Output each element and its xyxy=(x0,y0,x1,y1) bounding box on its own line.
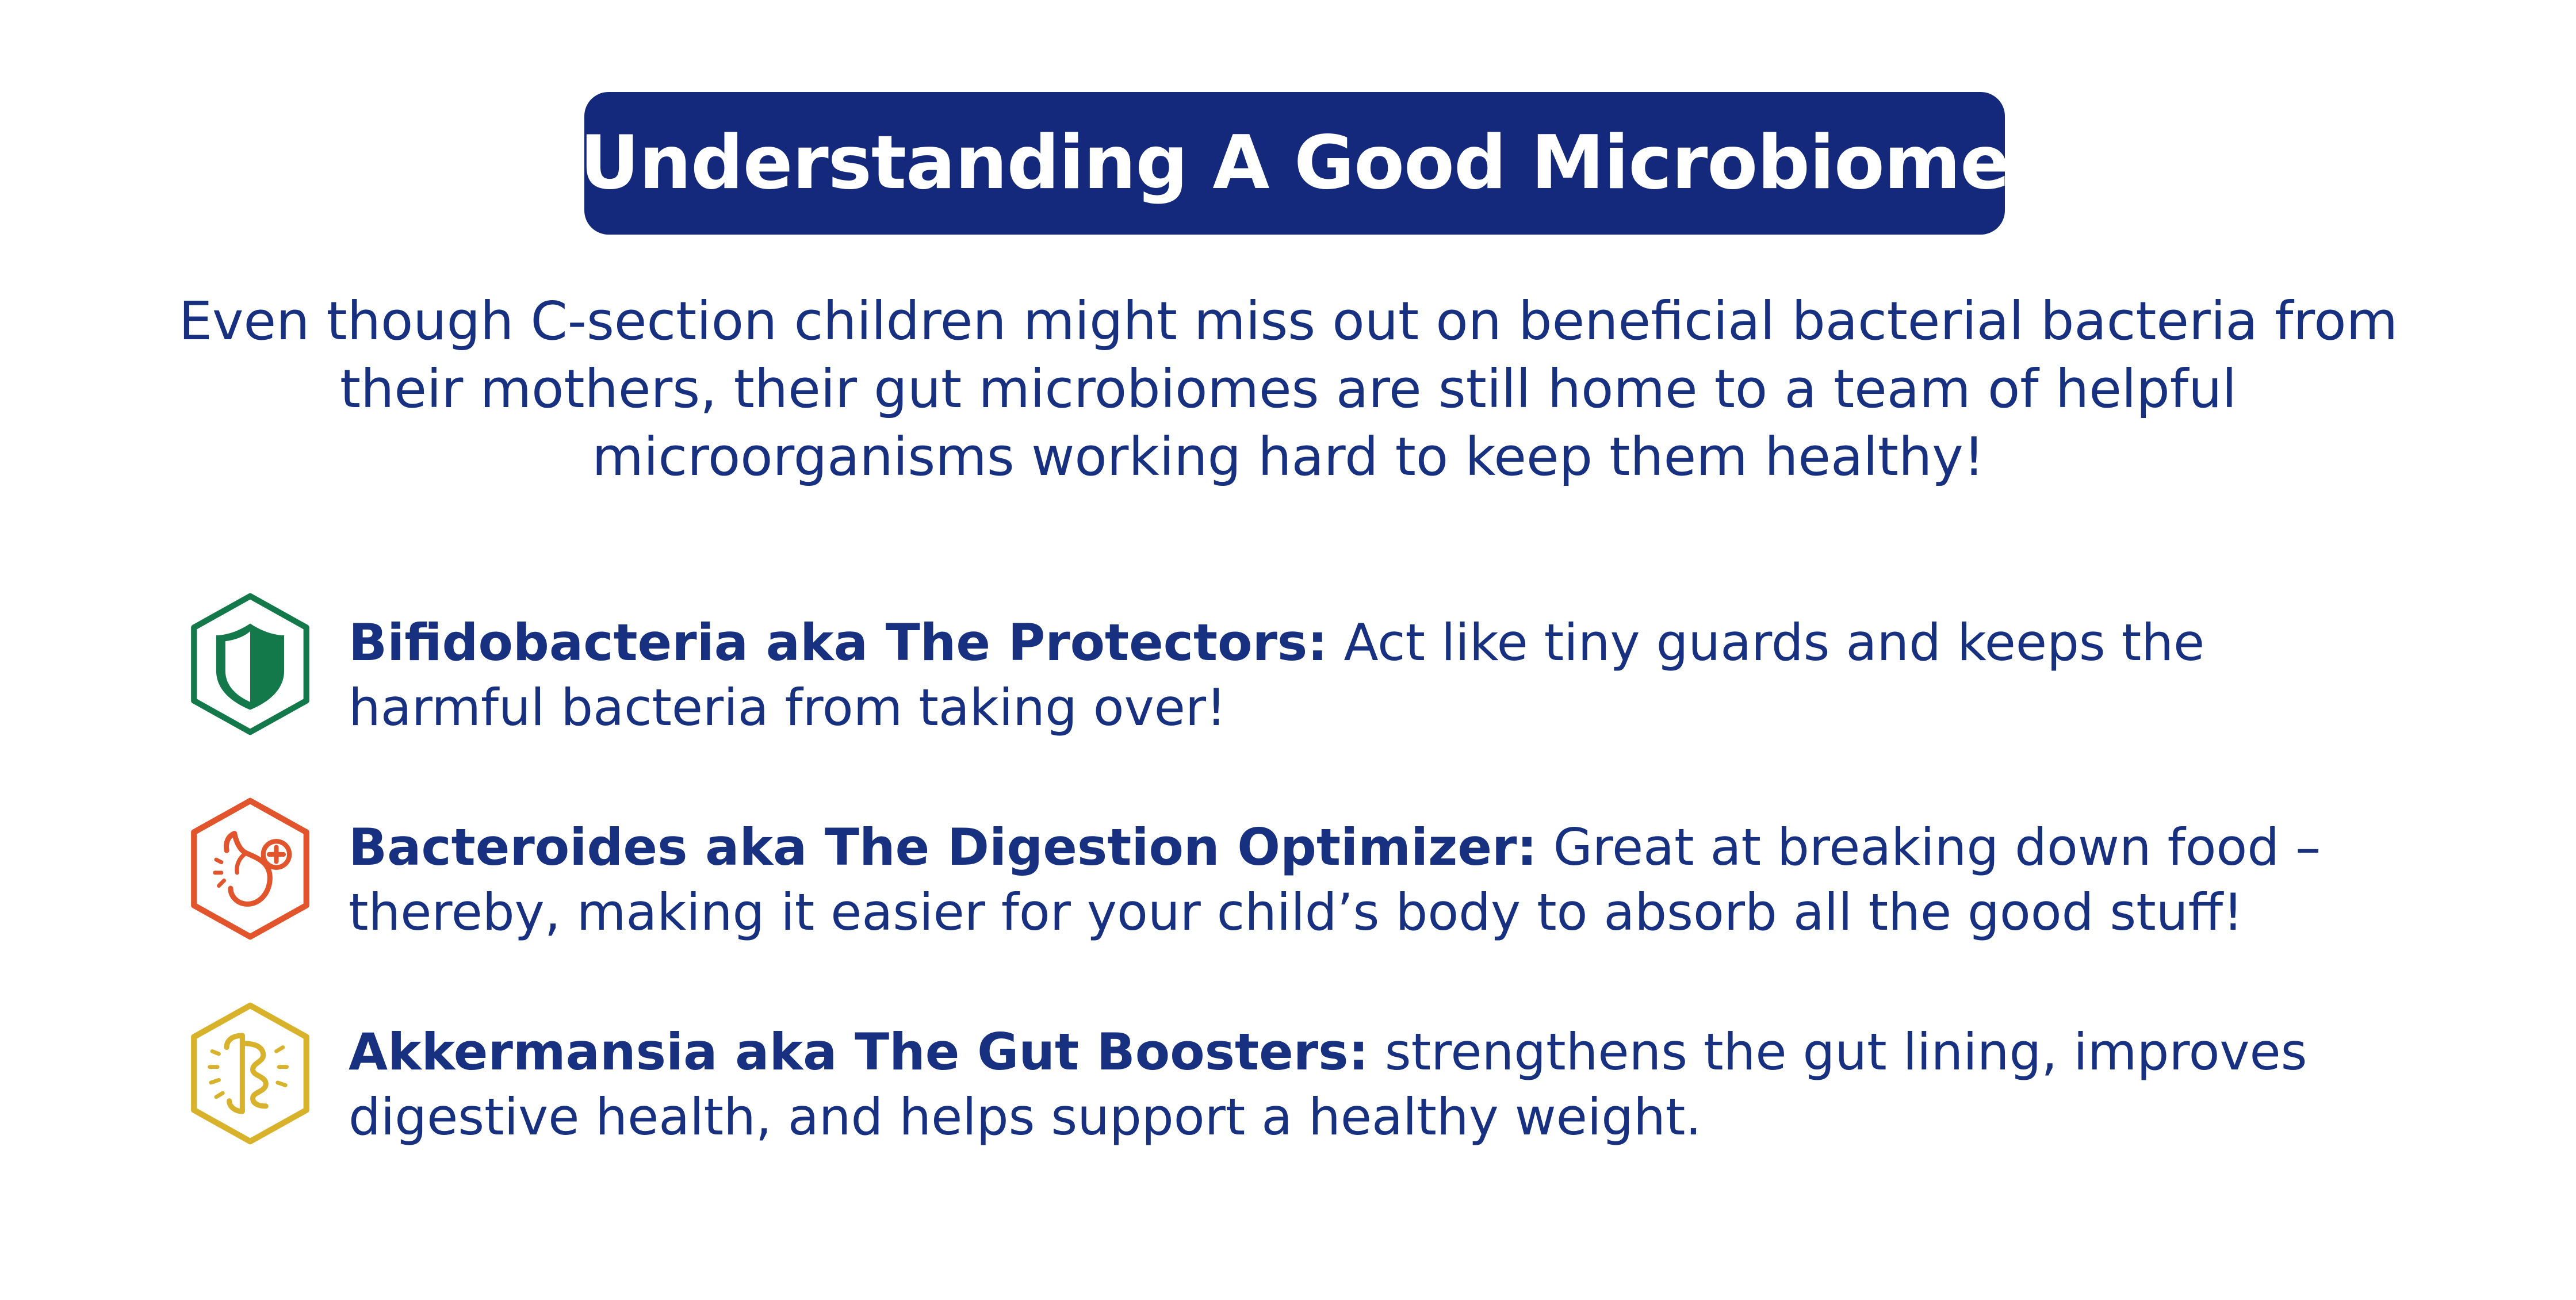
intro-paragraph: Even though C-section children might miss out on beneficial bacterial bacteria from their mothers, their gut microbiomes are still home to a team of helpful microorganisms working hard to keep them healthy! xyxy=(178,290,2398,488)
list-item xyxy=(173,791,2450,946)
list-item-text xyxy=(328,996,2361,1149)
page-title: Understanding A Good Microbiome xyxy=(580,120,2009,206)
list-item-body: Act like tiny guards and keeps the harmful bacteria from taking over! xyxy=(349,613,2205,737)
list-item-title: Bifidobacteria aka The Protectors: xyxy=(349,613,1328,672)
intestine-hexagon-icon xyxy=(173,996,328,1151)
list-item-title: Akkermansia aka The Gut Boosters: xyxy=(349,1022,1369,1082)
stomach-hexagon-icon xyxy=(173,791,328,946)
list-item xyxy=(173,996,2450,1151)
title-banner xyxy=(580,92,2009,235)
list-item xyxy=(173,586,2450,742)
shield-hexagon-icon xyxy=(173,586,328,742)
list-item-text xyxy=(328,586,2361,740)
list-item-body: Great at breaking down food – thereby, making it easier for your child’s body to absorb all the good stuff! xyxy=(349,818,2321,942)
microbe-list xyxy=(173,586,2450,1151)
list-item-body: strengthens the gut lining, improves digestive health, and helps support a healthy weight. xyxy=(349,1022,2307,1146)
list-item-title: Bacteroides aka The Digestion Optimizer: xyxy=(349,818,1537,877)
list-item-text xyxy=(328,791,2361,945)
